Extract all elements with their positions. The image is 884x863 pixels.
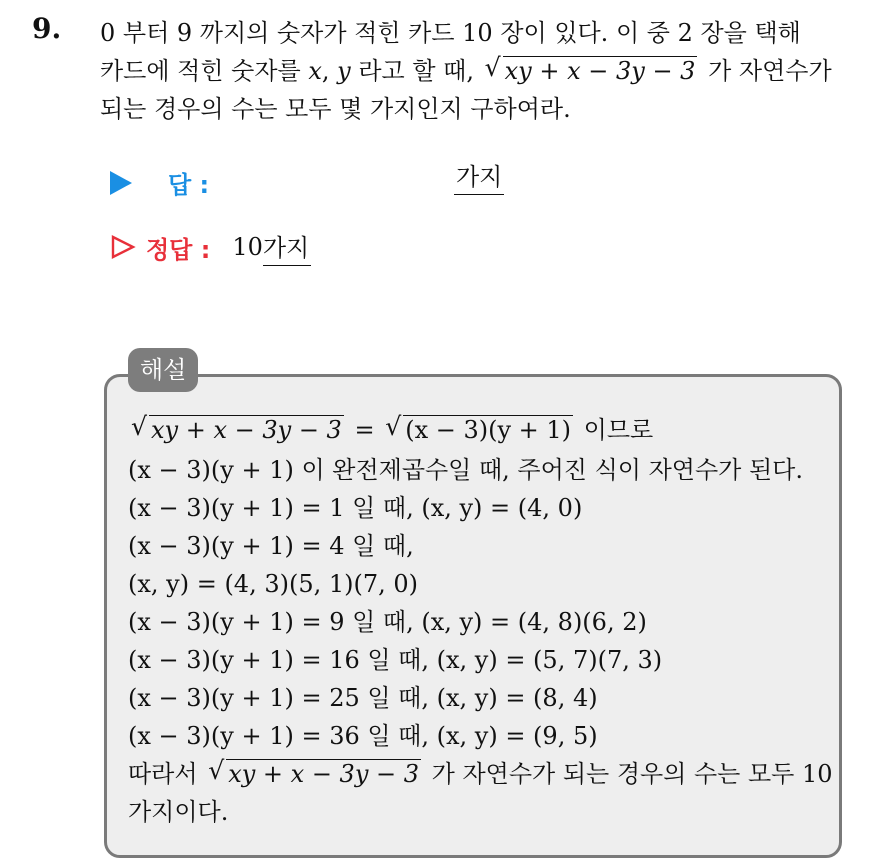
solution-line-10-text-a: 따라서 xyxy=(128,760,206,788)
solution-line-10 xyxy=(128,756,833,792)
question-comma: , xyxy=(321,57,338,85)
solution-line-6: (x − 3)(y + 1) = 9 일 때, (x, y) = (4, 8)(6, 2) xyxy=(128,608,647,636)
solution-radical-2 xyxy=(385,412,573,448)
question-line-2-text-a: 카드에 적힌 숫자를 xyxy=(100,57,309,85)
question-line-2-text-c: 가 자연수가 xyxy=(700,57,832,85)
solution-line-3: (x − 3)(y + 1) = 1 일 때, (x, y) = (4, 0) xyxy=(128,494,583,522)
solution-radicand-3: xy + x − 3y − 3 xyxy=(228,760,420,788)
solution-radicand-1: xy + x − 3y − 3 xyxy=(151,416,342,444)
answer-input[interactable]: 가지 xyxy=(454,162,504,195)
answer-label: 답 : xyxy=(168,171,210,199)
solution-line-1-tail: 이므로 xyxy=(576,416,654,444)
solution-line-5: (x, y) = (4, 3)(5, 1)(7, 0) xyxy=(128,570,419,598)
filled-triangle-icon xyxy=(110,171,132,195)
variable-x: x xyxy=(308,57,322,85)
solution-equals: = xyxy=(346,416,383,444)
outline-triangle-icon xyxy=(110,234,136,260)
correct-answer-label: 정답 : xyxy=(146,235,211,264)
solution-radicand-2: (x − 3)(y + 1) xyxy=(405,416,572,444)
variable-y: y xyxy=(337,57,351,85)
answer-row xyxy=(110,165,209,200)
solution-line-11: 가지이다. xyxy=(128,798,229,826)
question-line-2-text-b: 라고 할 때, xyxy=(350,57,482,85)
solution-line-1 xyxy=(128,412,653,448)
solution-line-2: (x − 3)(y + 1) 이 완전제곱수일 때, 주어진 식이 자연수가 된다. xyxy=(128,456,803,484)
solution-radical-1 xyxy=(131,412,344,448)
question-number: 9. xyxy=(32,12,62,45)
solution-line-4: (x − 3)(y + 1) = 4 일 때, xyxy=(128,532,414,560)
solution-line-7: (x − 3)(y + 1) = 16 일 때, (x, y) = (5, 7)(7, 3) xyxy=(128,646,663,674)
correct-answer-row xyxy=(110,228,311,266)
question-line-1: 0 부터 9 까지의 숫자가 적힌 카드 10 장이 있다. 이 중 2 장을 택해 xyxy=(100,19,801,47)
correct-answer-value: 10 xyxy=(232,233,263,261)
correct-answer-unit: 가지 xyxy=(263,228,311,266)
question-radicand: xy + x − 3y − 3 xyxy=(504,57,696,85)
solution-tab: 해설 xyxy=(128,348,198,392)
question-radical xyxy=(485,52,698,90)
question-line-2 xyxy=(100,52,832,90)
question-line-3: 되는 경우의 수는 모두 몇 가지인지 구하여라. xyxy=(100,95,571,123)
solution-radical-3 xyxy=(208,756,421,792)
solution-line-10-text-b: 가 자연수가 되는 경우의 수는 모두 10 xyxy=(424,760,833,788)
solution-line-9: (x − 3)(y + 1) = 36 일 때, (x, y) = (9, 5) xyxy=(128,722,598,750)
solution-line-8: (x − 3)(y + 1) = 25 일 때, (x, y) = (8, 4) xyxy=(128,684,598,712)
